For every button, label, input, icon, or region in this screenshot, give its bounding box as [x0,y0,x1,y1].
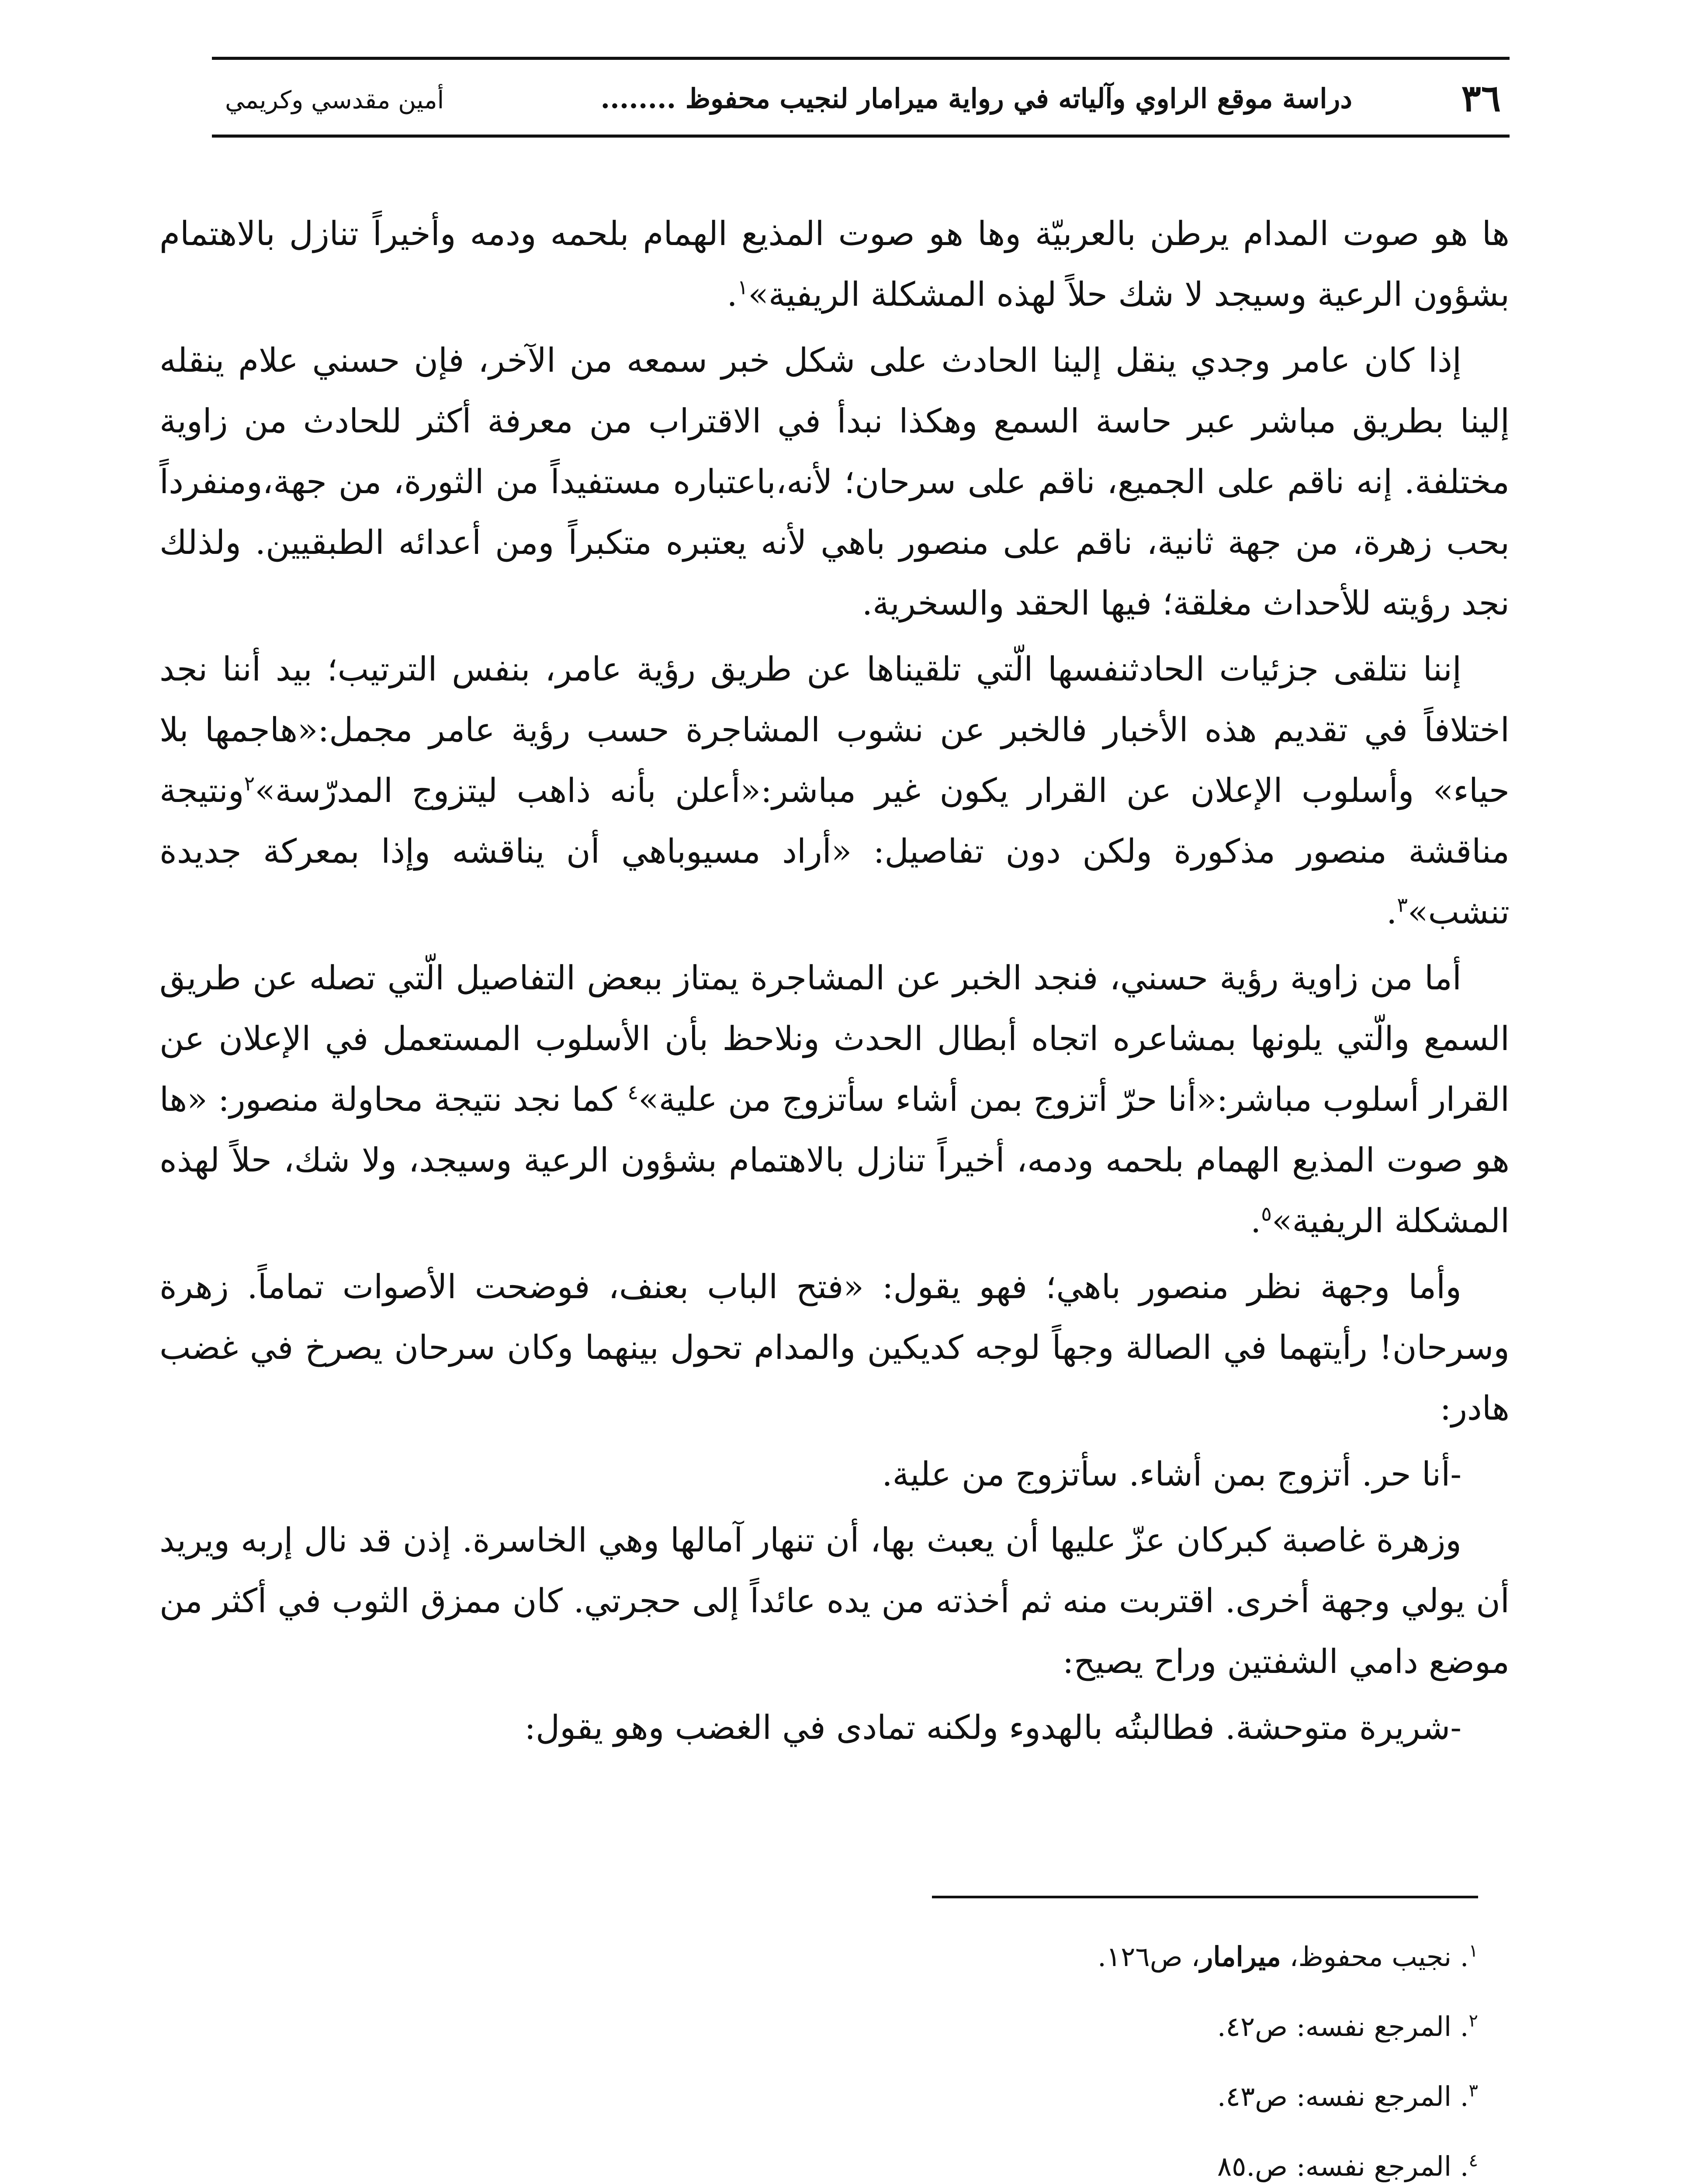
paragraph-end: . [1386,892,1397,931]
paragraph [159,203,1510,325]
footnote-text: المرجع نفسه: ص٤٣. [1217,2080,1452,2112]
footnote-ref: ٢ [244,771,255,795]
paragraph [159,330,1510,633]
paragraph-text: كما نجد نتيجة محاولة منصور: «ها هو صوت المذيع الهمام بلحمه ودمه، أخيراً تنازل بالاهتمام بشؤون الرعية وسيجد، ولا شك، حلاً لهذه المشكلة الريفية» [159,1080,1510,1240]
footnote-text: المرجع نفسه: ص.٨٥ [1217,2150,1452,2182]
running-title: دراسة موقع الراوي وآلياته في رواية ميرامار لنجيب محفوظ ........ [600,83,1352,114]
footnote-text: المرجع نفسه: ص٤٢. [1217,2011,1452,2042]
footnote-ref: ١ [737,275,748,299]
dialog-text: -شريرة متوحشة. فطالبتُه بالهدوء ولكنه تمادى في الغضب وهو يقول: [524,1708,1461,1747]
footnote-ref: ٤ [627,1080,639,1104]
footnote-book: ميرامار [1200,1941,1281,1973]
footnote-author: نجيب محفوظ، [1281,1941,1452,1973]
footnote-number: ٣ [1468,2080,1478,2101]
paragraph-text: ها هو صوت المدام يرطن بالعربيّة وها هو صوت المذيع الهمام بلحمه ودمه وأخيراً تنازل بالاهتمام بشؤون الرعية وسيجد لا شك حلاً لهذه المشكلة الريفية» [159,214,1510,314]
paragraph-text: وزهرة غاصبة كبركان عزّ عليها أن يعبث بها، أن تنهار آمالها وهي الخاسرة. إذن قد نال إربه ويريد أن يولي وجهة أخرى. اقتربت منه ثم أخذته من يده عائداً إلى حجرتي. كان ممزق الثوب في أكثر من موضع دامي الشفتين وراح يصيح: [159,1521,1510,1681]
header-top-rule [212,57,1510,60]
footnote-ref: ٣ [1397,893,1408,917]
page-number: ٣٦ [1461,76,1501,120]
paragraph [159,1256,1510,1438]
dialog-text: -أنا حر. أتزوج بمن أشاء. سأتزوج من علية. [882,1455,1461,1493]
footnote: $^٤$. المرجع نفسه: ص.٨٥ [1217,2150,1478,2182]
dialog-line [159,1697,1510,1758]
footnote-page: ، ص١٢٦. [1098,1941,1200,1973]
footnote-number: ٤ [1468,2150,1478,2171]
paragraph [159,947,1510,1251]
paragraph-text: ونتيجة مناقشة منصور مذكورة ولكن دون تفاصيل: «أراد مسيوباهي أن يناقشه وإذا بمعركة جديدة تنشب» [159,771,1510,931]
paragraph-text: وأما وجهة نظر منصور باهي؛ فهو يقول: «فتح الباب بعنف، فوضحت الأصوات تماماً. زهرة وسرحان! رأيتهما في الصالة وجهاً لوجه كديكين والمدام تحول بينهما وكان سرحان يصرخ في غضب هادر: [159,1267,1510,1427]
paragraph-end: . [727,275,738,314]
footnote-number: ١ [1468,1941,1478,1961]
footnote: $^٢$. المرجع نفسه: ص٤٢. [1217,2011,1478,2042]
footnote: $^١$. نجيب محفوظ، ميرامار، ص١٢٦. [1098,1941,1478,1973]
footnote-ref: ٥ [1261,1202,1272,1226]
dialog-line [159,1444,1510,1504]
paragraph-text: أما من زاوية رؤية حسني، فنجد الخبر عن المشاجرة يمتاز ببعض التفاصيل الّتي تصله عن طريق السمع والّتي يلونها بمشاعره اتجاه أبطال الحدث ونلاحظ بأن الأسلوب المستعمل في الإعلان عن القرار أسلوب مباشر:«أنا حرّ أتزوج بمن أشاء سأتزوج من علية» [159,958,1510,1119]
header-bottom-rule [212,135,1510,138]
paragraph-text: إننا نتلقى جزئيات الحادثنفسها الّتي تلقيناها عن طريق رؤية عامر، بنفس الترتيب؛ بيد أننا نجد اختلافاً في تقديم هذه الأخبار فالخبر عن نشوب المشاجرة حسب رؤية عامر مجمل:«هاجمها بلا حياء» وأسلوب الإعلان عن القرار يكون غير مباشر:«أعلن بأنه ذاهب ليتزوج المدرّسة» [159,650,1510,810]
footnotes [255,1922,1478,2184]
footnote: $^٣$. المرجع نفسه: ص٤٣. [1217,2080,1478,2112]
paragraph [159,1510,1510,1692]
footnote-separator [932,1896,1478,1898]
paragraph-end: . [1250,1201,1261,1240]
running-header [212,57,1510,138]
footnote-number: ٢ [1468,2011,1478,2031]
body-text [159,203,1510,1763]
paragraph-text: إذا كان عامر وجدي ينقل إلينا الحادث على شكل خبر سمعه من الآخر، فإن حسني علام ينقله إلينا بطريق مباشر عبر حاسة السمع وهكذا نبدأ في الاقتراب من معرفة أكثر للحادث من زاوية مختلفة. إنه ناقم على الجميع، ناقم على سرحان؛ لأنه،باعتباره مستفيداً من الثورة، من جهة،ومنفرداً بحب زهرة، من جهة ثانية، ناقم على منصور باهي لأنه يعتبره متكبراً ومن أعدائه الطبقيين. ولذلك نجد رؤيته للأحداث مغلقة؛ فيها الحقد والسخرية. [159,341,1510,622]
running-authors: أمين مقدسي وكريمي [225,86,444,114]
paragraph [159,639,1510,942]
